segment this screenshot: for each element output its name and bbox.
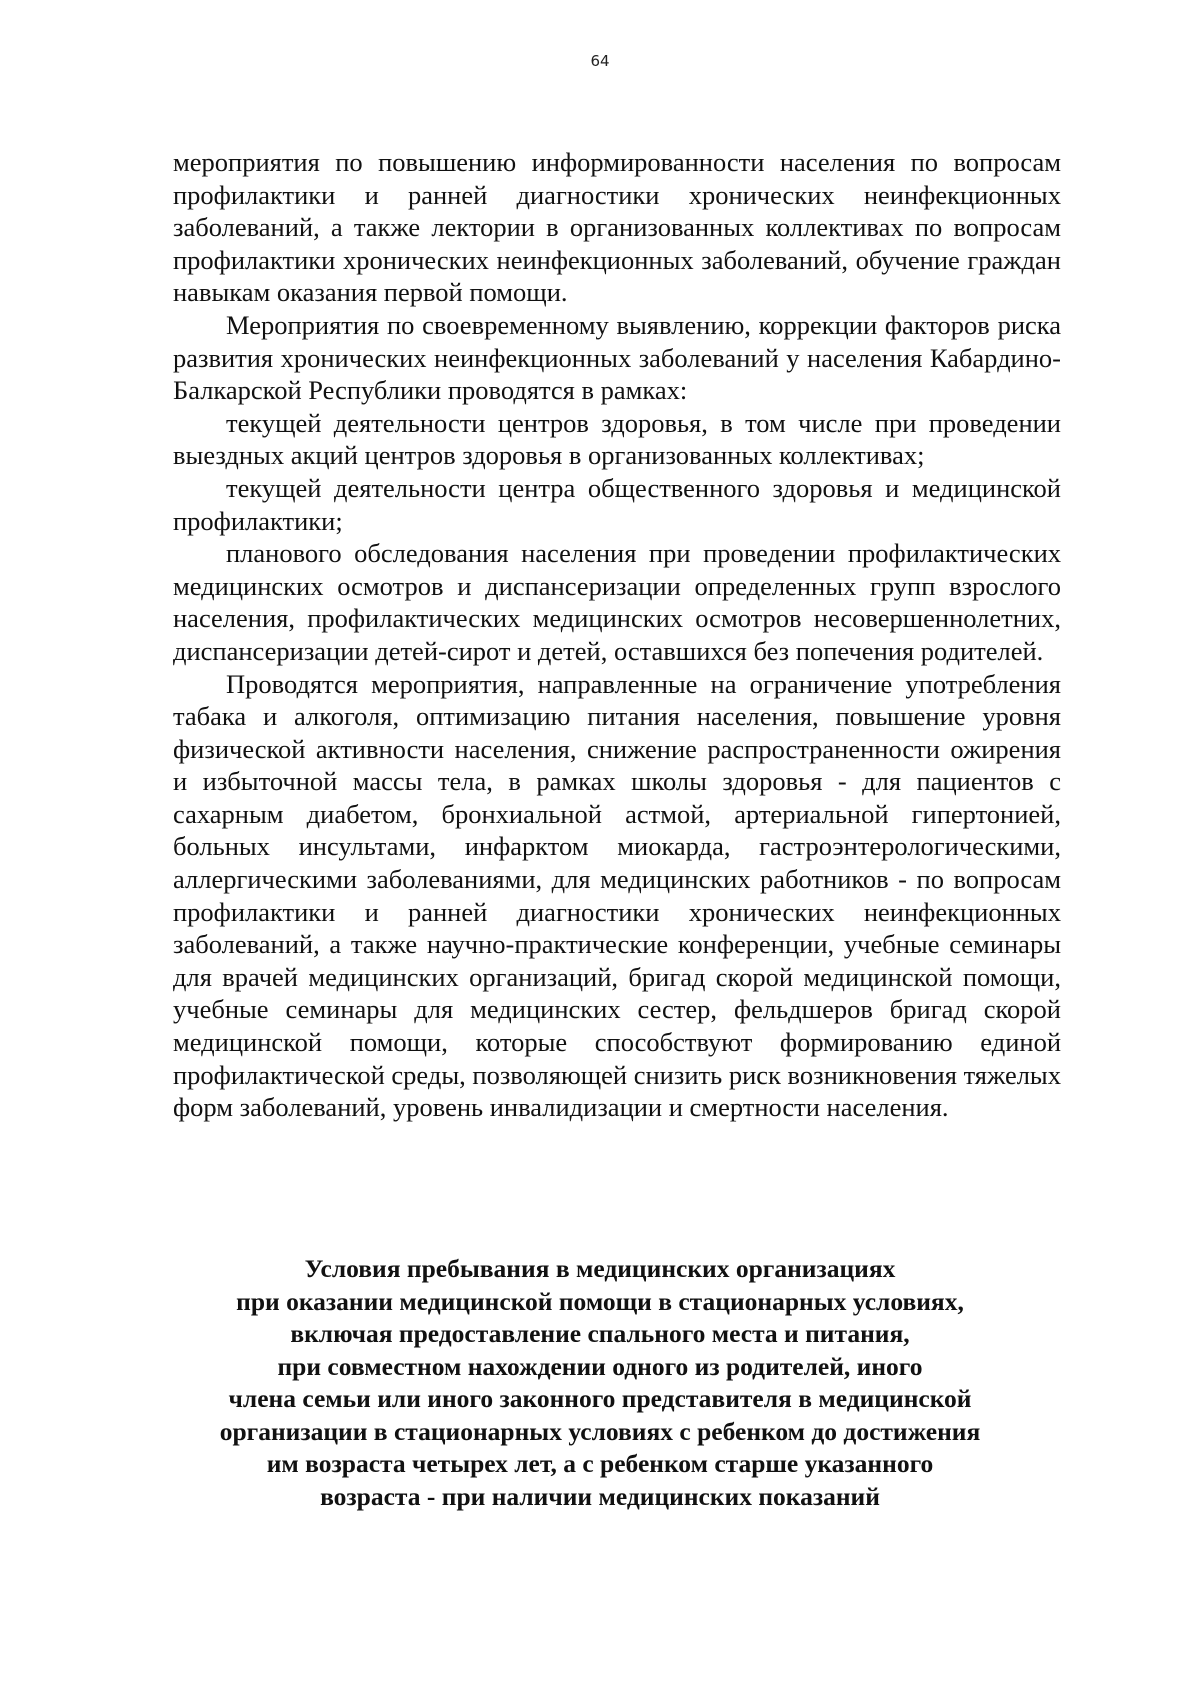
heading-line: организации в стационарных условиях с ребенком до достижения (219, 1416, 981, 1446)
heading-line: включая предоставление спального места и питания, (290, 1319, 910, 1348)
paragraph-health-centers: текущей деятельности центров здоровья, в том числе при проведении выездных акций центров здоровья в организованных коллективах; (173, 407, 1061, 471)
heading-line: при совместном нахождении одного из родителей, иного (277, 1351, 923, 1381)
paragraph-planned-examination: планового обследования населения при проведении профилактических медицинских осмотров и диспансеризации определенных групп взрослого населения, профилактических медицинских осмотров несовершеннолетних, диспансеризации детей-сирот и детей, оставшихся без попечения родителей. (173, 538, 1061, 666)
paragraph-risk-factor-activities: Мероприятия по своевременному выявлению, коррекции факторов риска развития хронических неинфекционных заболеваний у населения Кабардино-Балкарской Республики проводятся в рамках: (173, 309, 1061, 406)
section-heading (150, 1253, 1050, 1513)
heading-line: возраста - при наличии медицинских показаний (320, 1481, 880, 1511)
paragraph-awareness-activities: мероприятия по повышению информированности населения по вопросам профилактики и ранней диагностики хронических неинфекционных заболеваний, а также лектории в организованных коллективах по вопросам профилактики хронических неинфекционных заболеваний, обучение граждан навыкам оказания первой помощи. (173, 147, 1061, 308)
paragraph-public-health-center: текущей деятельности центра общественного здоровья и медицинской профилактики; (173, 472, 1061, 536)
paragraph-prevention-measures: Проводятся мероприятия, направленные на ограничение употребления табака и алкоголя, оптимизацию питания населения, повышение уровня физической активности населения, снижение распространенности ожирения и избыточной массы тела, в рамках школы здоровья - для пациентов с сахарным диабетом, бронхиальной астмой, артериальной гипертонией, больных инсультами, инфарктом миокарда, гастроэнтерологическими, аллергическими заболеваниями, для медицинских работников - по вопросам профилактики и ранней диагностики хронических неинфекционных заболеваний, а также научно-практические конференции, учебные семинары для врачей медицинских организаций, бригад скорой медицинской помощи, учебные семинары для медицинских сестер, фельдшеров бригад скорой медицинской помощи, которые способствуют формированию единой профилактической среды, позволяющей снизить риск возникновения тяжелых форм заболеваний, уровень инвалидизации и смертности населения. (173, 668, 1061, 1123)
heading-line: при оказании медицинской помощи в стационарных условиях, (236, 1286, 964, 1316)
heading-line: им возраста четырех лет, а с ребенком старше указанного (266, 1449, 934, 1478)
body-text (173, 146, 1061, 1124)
heading-line: члена семьи или иного законного представителя в медицинской (228, 1384, 972, 1413)
heading-line: Условия пребывания в медицинских организациях (304, 1254, 896, 1283)
page-number: 64 (590, 52, 610, 70)
